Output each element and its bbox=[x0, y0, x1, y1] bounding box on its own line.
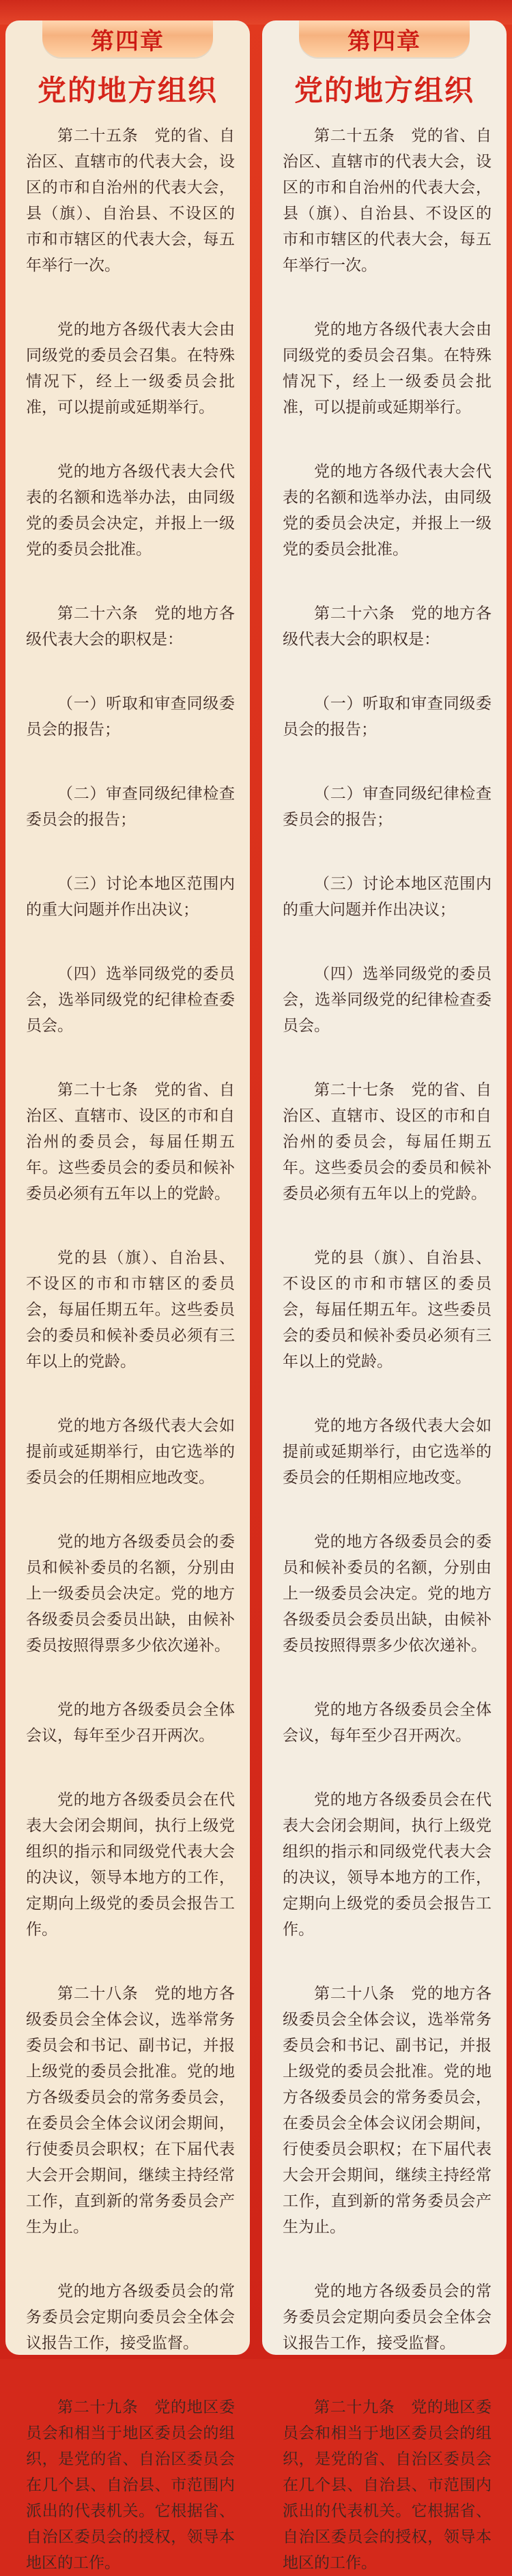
chapter-label: 第四章 bbox=[347, 27, 421, 55]
paragraph: 第二十六条 党的地方各级代表大会的职权是： bbox=[26, 605, 235, 648]
paragraph: 第二十八条 党的地方各级委员会全体会议，选举常务委员会和书记、副书记，并报上级党的委员会批准。党的地方各级委员会的常务委员会，在委员会全体会议闭会期间，行使委员会职权；在下届代表大会开会期间，继续主持经常工作，直到新的常务委员会产生为止。 bbox=[283, 1985, 492, 2236]
paragraph: （二）审查同级纪律检查委员会的报告； bbox=[26, 785, 235, 829]
paragraph: 党的地方各级委员会在代表大会闭会期间，执行上级党组织的指示和同级党代表大会的决议，领导本地方的工作，定期向上级党的委员会报告工作。 bbox=[26, 1791, 235, 1938]
chapter-label: 第四章 bbox=[91, 27, 165, 55]
paragraph: 党的地方各级代表大会代表的名额和选举办法，由同级党的委员会决定，并报上一级党的委员会批准。 bbox=[283, 463, 492, 558]
chapter-ribbon-left bbox=[42, 20, 213, 57]
left-panel bbox=[5, 20, 250, 2572]
paragraph: （三）讨论本地区范围内的重大问题并作出决议； bbox=[26, 875, 235, 919]
right-panel bbox=[262, 20, 507, 2572]
paragraph: （四）选举同级党的委员会，选举同级党的纪律检查委员会。 bbox=[26, 965, 235, 1035]
paragraph: 第二十六条 党的地方各级代表大会的职权是： bbox=[283, 605, 492, 648]
paragraph: 党的地方各级委员会的常务委员会定期向委员会全体会议报告工作，接受监督。 bbox=[26, 2282, 235, 2352]
chapter-ribbon-right bbox=[299, 20, 470, 57]
paragraph: 第二十五条 党的省、自治区、直辖市的代表大会，设区的市和自治州的代表大会，县（旗）、自治县、不设区的市和市辖区的代表大会，每五年举行一次。 bbox=[26, 127, 235, 274]
paragraph: 党的地方各级委员会全体会议，每年至少召开两次。 bbox=[26, 1701, 235, 1745]
paragraph: 第二十八条 党的地方各级委员会全体会议，选举常务委员会和书记、副书记，并报上级党的委员会批准。党的地方各级委员会的常务委员会，在委员会全体会议闭会期间，行使委员会职权；在下届代表大会开会期间，继续主持经常工作，直到新的常务委员会产生为止。 bbox=[26, 1985, 235, 2236]
paragraph: （二）审查同级纪律检查委员会的报告； bbox=[283, 785, 492, 829]
article-content-right bbox=[283, 123, 492, 2572]
paragraph: 党的县（旗）、自治县、不设区的市和市辖区的委员会，每届任期五年。这些委员会的委员和候补委员必须有三年以上的党龄。 bbox=[283, 1249, 492, 1371]
section-title: 党的地方组织 bbox=[37, 74, 218, 107]
article-content-left bbox=[26, 123, 235, 2572]
paragraph: （一）听取和审查同级委员会的报告； bbox=[26, 695, 235, 739]
paragraph: 党的地方各级委员会在代表大会闭会期间，执行上级党组织的指示和同级党代表大会的决议，领导本地方的工作，定期向上级党的委员会报告工作。 bbox=[283, 1791, 492, 1938]
paragraph: （三）讨论本地区范围内的重大问题并作出决议； bbox=[283, 875, 492, 919]
paragraph: 党的地方各级代表大会如提前或延期举行，由它选举的委员会的任期相应地改变。 bbox=[26, 1417, 235, 1487]
paragraph: 党的地方各级委员会的常务委员会定期向委员会全体会议报告工作，接受监督。 bbox=[283, 2282, 492, 2352]
paragraph: 党的地方各级代表大会由同级党的委员会召集。在特殊情况下，经上一级委员会批准，可以提前或延期举行。 bbox=[26, 321, 235, 416]
paragraph: 党的地方各级代表大会如提前或延期举行，由它选举的委员会的任期相应地改变。 bbox=[283, 1417, 492, 1487]
paragraph: 党的县（旗）、自治县、不设区的市和市辖区的委员会，每届任期五年。这些委员会的委员和候补委员必须有三年以上的党龄。 bbox=[26, 1249, 235, 1371]
paragraph: 第二十九条 党的地区委员会和相当于地区委员会的组织，是党的省、自治区委员会在几个县、自治县、市范围内派出的代表机关。它根据省、自治区委员会的授权，领导本地区的工作。 bbox=[283, 2399, 492, 2572]
paragraph: 党的地方各级代表大会代表的名额和选举办法，由同级党的委员会决定，并报上一级党的委员会批准。 bbox=[26, 463, 235, 558]
section-title: 党的地方组织 bbox=[294, 74, 474, 107]
paragraph: 第二十五条 党的省、自治区、直辖市的代表大会，设区的市和自治州的代表大会，县（旗）、自治县、不设区的市和市辖区的代表大会，每五年举行一次。 bbox=[283, 127, 492, 274]
paragraph: 第二十七条 党的省、自治区、直辖市、设区的市和自治州的委员会，每届任期五年。这些委员会的委员和候补委员必须有五年以上的党龄。 bbox=[283, 1081, 492, 1203]
paragraph: 第二十七条 党的省、自治区、直辖市、设区的市和自治州的委员会，每届任期五年。这些委员会的委员和候补委员必须有五年以上的党龄。 bbox=[26, 1081, 235, 1203]
paragraph: （四）选举同级党的委员会，选举同级党的纪律检查委员会。 bbox=[283, 965, 492, 1035]
paragraph: 党的地方各级委员会的委员和候补委员的名额，分别由上一级委员会决定。党的地方各级委员会委员出缺，由候补委员按照得票多少依次递补。 bbox=[26, 1533, 235, 1655]
paragraph: 党的地方各级委员会的委员和候补委员的名额，分别由上一级委员会决定。党的地方各级委员会委员出缺，由候补委员按照得票多少依次递补。 bbox=[283, 1533, 492, 1655]
paragraph: 党的地方各级代表大会由同级党的委员会召集。在特殊情况下，经上一级委员会批准，可以提前或延期举行。 bbox=[283, 321, 492, 416]
paragraph: 第二十九条 党的地区委员会和相当于地区委员会的组织，是党的省、自治区委员会在几个县、自治县、市范围内派出的代表机关。它根据省、自治区委员会的授权，领导本地区的工作。 bbox=[26, 2399, 235, 2572]
paragraph: 党的地方各级委员会全体会议，每年至少召开两次。 bbox=[283, 1701, 492, 1745]
paragraph: （一）听取和审查同级委员会的报告； bbox=[283, 695, 492, 739]
